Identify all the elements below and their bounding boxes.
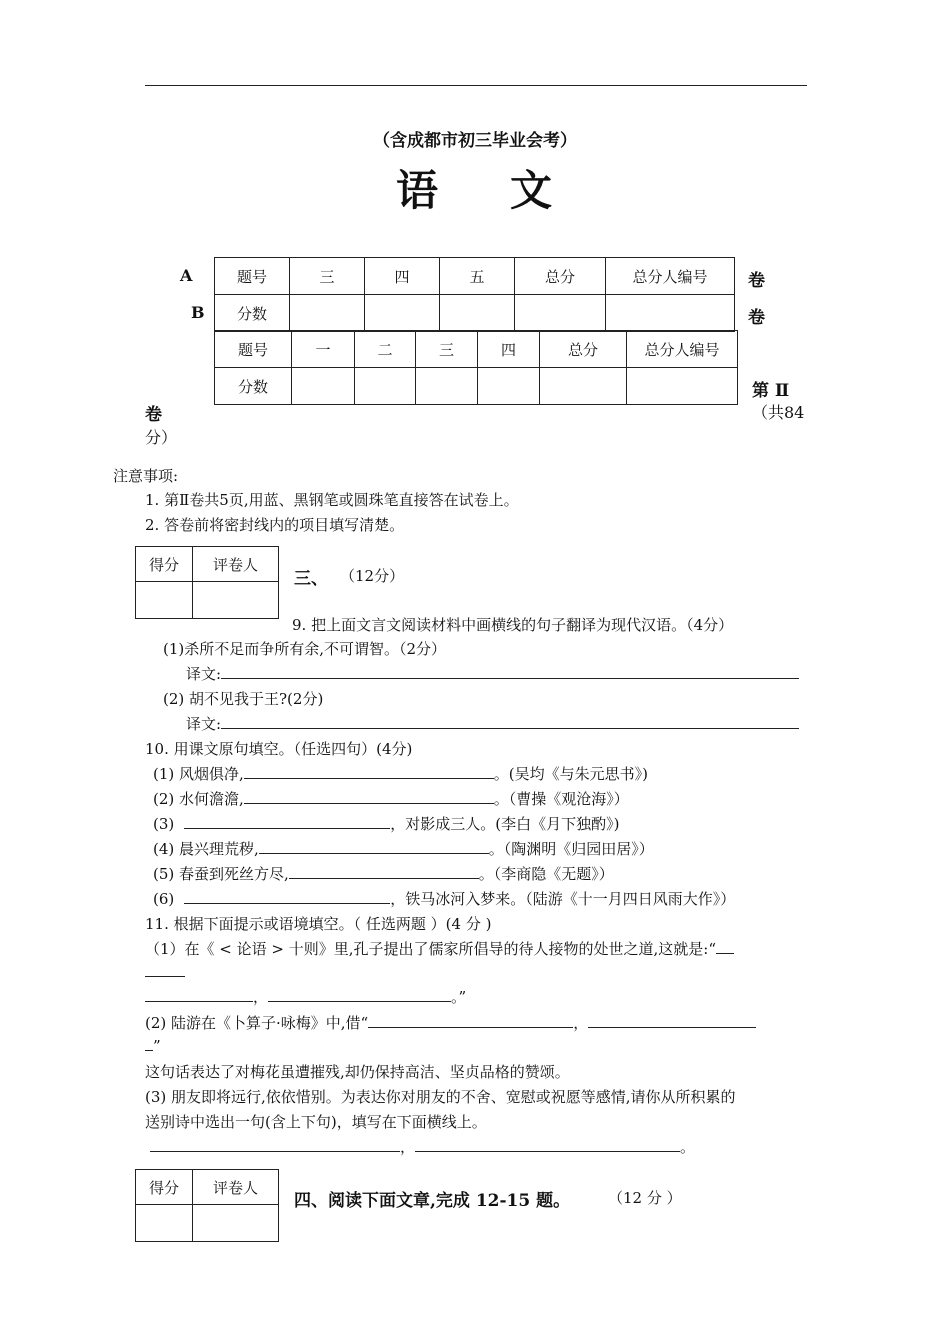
cell-score-2[interactable] xyxy=(355,368,416,405)
answer-blank-11-1a[interactable] xyxy=(716,939,734,954)
cell-score-grader-id[interactable] xyxy=(606,295,735,332)
cell-score-4[interactable] xyxy=(478,368,540,405)
paper-part-points: （共84 xyxy=(752,403,805,422)
question-10-4: (4) 晨兴理荒秽, 。（陶渊明《归园田居》） xyxy=(153,840,654,858)
answer-blank-11-1d[interactable] xyxy=(268,987,451,1002)
exam-subtitle: （含成都市初三毕业会考） xyxy=(373,131,577,151)
grader-score-cell[interactable] xyxy=(136,582,193,619)
question-11-1: （1）在《 < 论语 > 十则》里,孔子提出了儒家所倡导的待人接物的处世之道,这就是:“ xyxy=(145,938,734,959)
question-11-3-b: 送别诗中选出一句(含上下句)，填写在下面横线上。 xyxy=(145,1113,487,1131)
cell-header-5: 五 xyxy=(440,258,515,295)
cell-score-3[interactable] xyxy=(290,295,365,332)
score-table-a xyxy=(214,257,735,332)
cell-header-4: 四 xyxy=(365,258,440,295)
cell-score-total[interactable] xyxy=(515,295,606,332)
grader-name-label: 评卷人 xyxy=(193,547,279,582)
question-10-1: (1) 风烟俱净, 。(吴均《与朱元思书》) xyxy=(153,765,649,783)
grader-name-cell[interactable] xyxy=(193,1205,279,1242)
answer-blank-9-2[interactable] xyxy=(221,714,799,729)
answer-blank-10-5[interactable] xyxy=(289,864,479,879)
answer-blank-11-1c[interactable] xyxy=(145,987,253,1002)
grader-score-label: 得分 xyxy=(136,1170,193,1205)
cell-header-3: 三 xyxy=(416,331,478,368)
paper-part-juan: 卷 xyxy=(145,405,162,425)
translate-line-1 xyxy=(186,663,799,684)
cell-header-grader-id: 总分人编号 xyxy=(606,258,735,295)
side-label-b: B xyxy=(191,303,205,322)
cell-score-total[interactable] xyxy=(540,368,627,405)
cell-score-1[interactable] xyxy=(292,368,355,405)
question-11-2-desc: 这句话表达了对梅花虽遭摧残,却仍保持高洁、坚贞品格的赞颂。 xyxy=(145,1063,570,1081)
cell-header-1: 一 xyxy=(292,331,355,368)
answer-blank-11-3b[interactable] xyxy=(415,1137,680,1152)
question-10-3: (3) ，对影成三人。(李白《月下独酌》) xyxy=(153,815,620,833)
question-11-3: (3) 朋友即将远行,依依惜别。为表达你对朋友的不舍、宽慰或祝愿等感情,请你从所积累的 xyxy=(145,1088,736,1106)
notes-item-1: 1. 第Ⅱ卷共5页,用蓝、黑钢笔或圆珠笔直接答在试卷上。 xyxy=(145,491,519,509)
question-10: 10. 用课文原句填空。（任选四句）(4分) xyxy=(145,740,413,758)
cell-score-4[interactable] xyxy=(365,295,440,332)
translate-line-2 xyxy=(186,713,799,734)
notes-item-2: 2. 答卷前将密封线内的项目填写清楚。 xyxy=(145,516,405,534)
grader-box-section4 xyxy=(135,1169,279,1242)
answer-blank-10-4[interactable] xyxy=(259,839,489,854)
title-char-2: 文 xyxy=(510,166,555,215)
answer-blank-11-2a[interactable] xyxy=(368,1013,573,1028)
cell-score-grader-id[interactable] xyxy=(627,368,738,405)
side-label-juan-2: 卷 xyxy=(748,308,765,328)
section3-points: （12分） xyxy=(340,567,405,585)
translate-label: 译文: xyxy=(186,665,222,683)
answer-blank-11-2b[interactable] xyxy=(588,1013,756,1028)
exam-title xyxy=(0,158,950,218)
question-10-6: (6) ，铁马冰河入梦来。（陆游《十一月四日风雨大作》） xyxy=(153,890,736,908)
section4-title: 四、阅读下面文章,完成 12-15 题。 xyxy=(294,1191,571,1211)
cell-score-label: 分数 xyxy=(215,295,290,332)
question-11: 11. 根据下面提示或语境填空。（ 任选两题 ）(4 分 ) xyxy=(145,915,492,933)
question-11-2-end: ” xyxy=(145,1036,161,1055)
cell-header-total: 总分 xyxy=(515,258,606,295)
section3-title: 三、 xyxy=(294,569,328,589)
score-table-b xyxy=(214,330,738,405)
grader-name-label: 评卷人 xyxy=(193,1170,279,1205)
paper-part-label: 第 Ⅱ xyxy=(752,381,790,401)
top-rule xyxy=(145,85,807,86)
grader-box-section3 xyxy=(135,546,279,619)
cell-header-4: 四 xyxy=(478,331,540,368)
answer-blank-11-2c[interactable] xyxy=(145,1036,153,1051)
question-9-1: (1)杀所不足而争所有余,不可谓智。（2分） xyxy=(163,640,447,658)
answer-blank-10-3[interactable] xyxy=(184,814,390,829)
answer-blank-10-6[interactable] xyxy=(184,889,390,904)
answer-blank-11-3a[interactable] xyxy=(150,1137,400,1152)
answer-blank-11-1b[interactable] xyxy=(145,962,185,977)
cell-header-3: 三 xyxy=(290,258,365,295)
question-11-3-line: ， 。 xyxy=(150,1136,695,1157)
answer-blank-10-1[interactable] xyxy=(244,764,494,779)
question-11-1-line: ， 。” xyxy=(145,986,466,1007)
question-10-2: (2) 水何澹澹, 。（曹操《观沧海》） xyxy=(153,790,629,808)
cell-score-3[interactable] xyxy=(416,368,478,405)
title-char-1: 语 xyxy=(395,166,440,215)
translate-label: 译文: xyxy=(186,715,222,733)
question-11-2: (2) 陆游在《卜算子·咏梅》中,借“ ， xyxy=(145,1012,756,1033)
cell-header-label: 题号 xyxy=(215,258,290,295)
notes-heading: 注意事项: xyxy=(113,467,179,485)
cell-header-grader-id: 总分人编号 xyxy=(627,331,738,368)
side-label-a: A xyxy=(180,266,193,285)
question-9: 9. 把上面文言文阅读材料中画横线的句子翻译为现代汉语。（4分） xyxy=(292,616,734,634)
grader-name-cell[interactable] xyxy=(193,582,279,619)
cell-score-5[interactable] xyxy=(440,295,515,332)
question-9-2: (2) 胡不见我于王?(2分) xyxy=(163,690,324,708)
answer-blank-10-2[interactable] xyxy=(244,789,494,804)
cell-header-total: 总分 xyxy=(540,331,627,368)
cell-header-label: 题号 xyxy=(215,331,292,368)
grader-score-cell[interactable] xyxy=(136,1205,193,1242)
section4-points: （12 分 ） xyxy=(608,1189,682,1207)
side-label-juan-1: 卷 xyxy=(748,271,765,291)
cell-score-label: 分数 xyxy=(215,368,292,405)
answer-blank-11-1b-row xyxy=(145,962,185,981)
cell-header-2: 二 xyxy=(355,331,416,368)
answer-blank-9-1[interactable] xyxy=(221,664,799,679)
paper-part-points-tail: 分） xyxy=(145,428,178,447)
question-10-5: (5) 春蚕到死丝方尽, 。（李商隐《无题》） xyxy=(153,865,614,883)
grader-score-label: 得分 xyxy=(136,547,193,582)
